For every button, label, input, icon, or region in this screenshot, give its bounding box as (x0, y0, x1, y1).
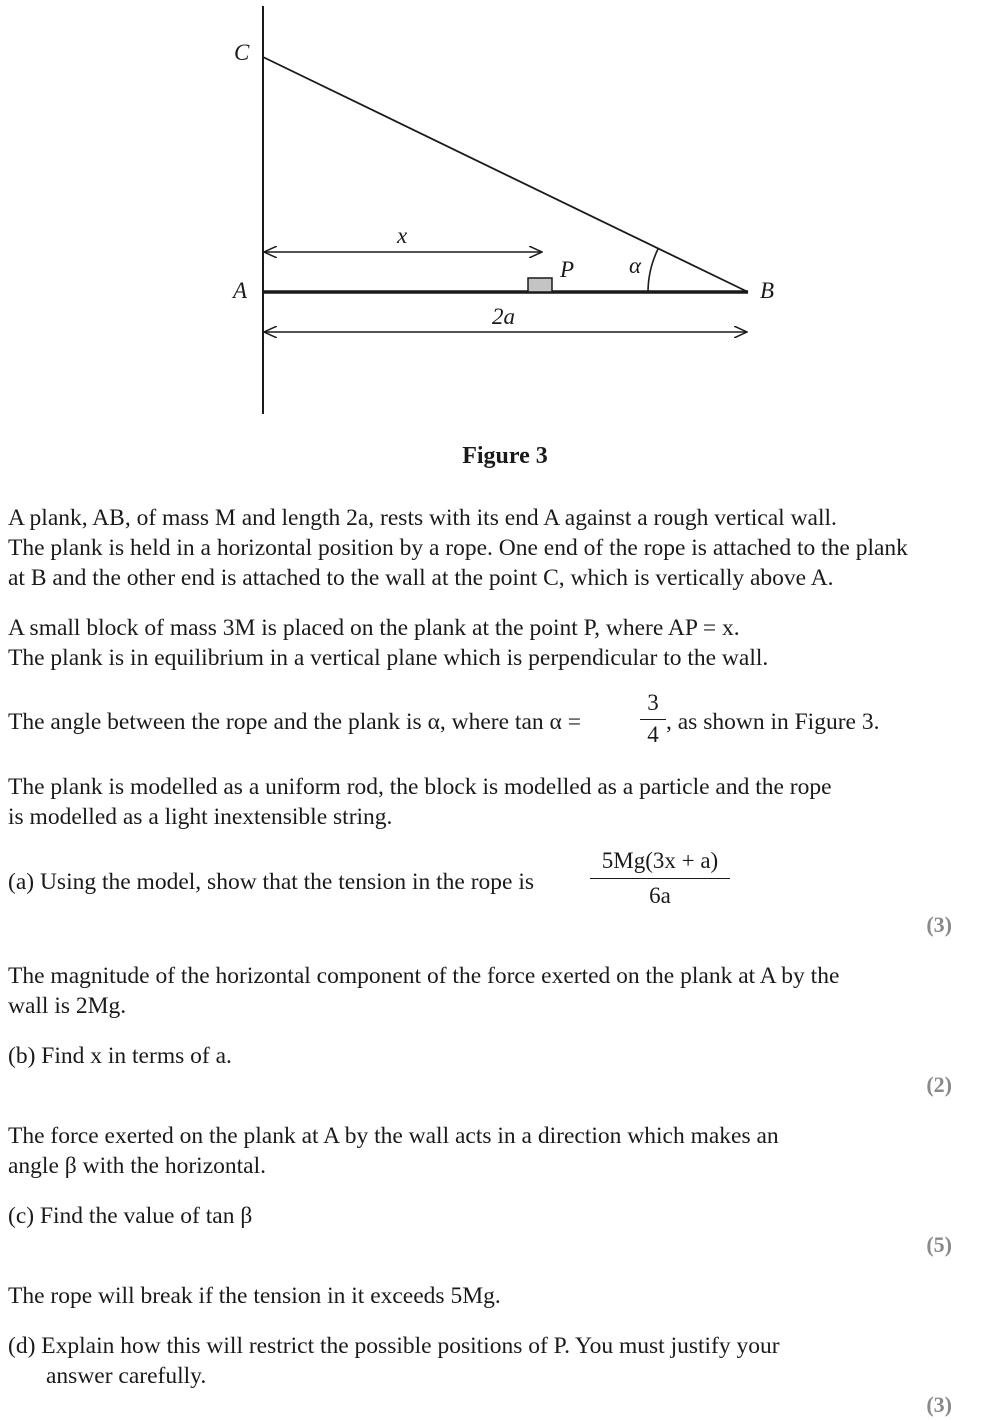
angle-alpha-arc (648, 249, 658, 292)
part-a-text: (a) Using the model, show that the tension in the rope is (8, 869, 535, 895)
tension-denominator: 6a (649, 883, 671, 908)
part-b-marks: (2) (926, 1072, 952, 1097)
label-c: C (234, 40, 250, 65)
label-a: A (233, 278, 248, 303)
horiz-line-1: The magnitude of the horizontal component of the force exerted on the plank at A by the (8, 963, 840, 989)
part-d-marks: (3) (926, 1392, 952, 1417)
label-x: x (397, 223, 408, 248)
angle-suffix: , as shown in Figure 3. (666, 709, 880, 735)
part-d-line-2: answer carefully. (46, 1363, 207, 1389)
part-a-marks: (3) (926, 912, 952, 937)
label-p: P (560, 257, 575, 282)
angle-prefix: The angle between the rope and the plank is α, where tan α = (8, 709, 581, 735)
model-line-1: The plank is modelled as a uniform rod, the block is modelled as a particle and the rope (8, 774, 832, 800)
part-b-text: (b) Find x in terms of a. (8, 1043, 232, 1069)
part-d-line-1: (d) Explain how this will restrict the possible positions of P. You must justify your (8, 1333, 780, 1359)
tension-fraction (590, 848, 730, 909)
block-line-1: A small block of mass 3M is placed on the plank at the point P, where AP = x. (8, 615, 740, 641)
label-2a: 2a (492, 304, 515, 329)
block-p (528, 278, 552, 292)
label-alpha: α (629, 253, 642, 278)
force-line-2: angle β with the horizontal. (8, 1153, 266, 1179)
horiz-line-2: wall is 2Mg. (8, 993, 127, 1019)
block-line-2: The plank is in equilibrium in a vertical plane which is perpendicular to the wall. (8, 645, 769, 671)
intro-line-1: A plank, AB, of mass M and length 2a, rests with its end A against a rough vertical wall. (8, 505, 837, 531)
tan-alpha-numerator: 3 (640, 690, 666, 720)
force-line-1: The force exerted on the plank at A by the wall acts in a direction which makes an (8, 1123, 779, 1149)
figure-3-diagram (0, 0, 1000, 430)
tan-alpha-fraction (640, 690, 666, 748)
figure-caption: Figure 3 (462, 443, 548, 469)
part-c-text: (c) Find the value of tan β (8, 1203, 253, 1229)
model-line-2: is modelled as a light inextensible string. (8, 804, 393, 830)
intro-line-2: The plank is held in a horizontal position by a rope. One end of the rope is attached to the plank (8, 535, 908, 561)
tan-alpha-denominator: 4 (647, 722, 659, 747)
rope-line (263, 57, 748, 292)
intro-line-3: at B and the other end is attached to the wall at the point C, which is vertically above A. (8, 565, 834, 591)
part-c-marks: (5) (926, 1232, 952, 1257)
label-b: B (760, 278, 775, 303)
rope-line-1: The rope will break if the tension in it exceeds 5Mg. (8, 1283, 501, 1309)
tension-numerator: 5Mg(3x + a) (590, 848, 730, 879)
